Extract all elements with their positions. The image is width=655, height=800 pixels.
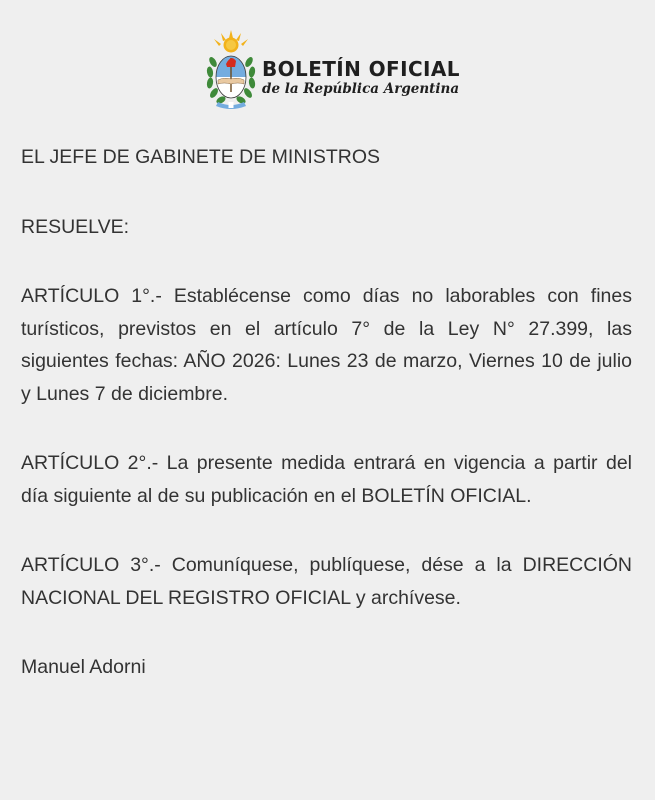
resolves-line: RESUELVE: xyxy=(21,215,130,238)
publication-subtitle: de la República Argentina xyxy=(262,81,460,97)
resolution-body xyxy=(21,141,632,721)
publication-title: BOLETÍN OFICIAL xyxy=(262,57,460,81)
argentina-coat-of-arms-icon xyxy=(204,28,258,112)
article-3: ARTÍCULO 3°.- Comuníquese, publíquese, dése a la DIRECCIÓN NACIONAL DEL REGISTRO OFICIAL y archívese. xyxy=(21,554,632,609)
boletin-oficial-header xyxy=(204,28,464,112)
issuer-line: EL JEFE DE GABINETE DE MINISTROS xyxy=(21,146,381,168)
signature: Manuel Adorni xyxy=(21,656,146,678)
brand-block xyxy=(262,58,472,98)
article-2: ARTÍCULO 2°.- La presente medida entrará en vigencia a partir del día siguiente al de su publicación en el BOLETÍN OFICIAL. xyxy=(21,452,632,507)
article-1: ARTÍCULO 1°.- Establécense como días no laborables con fines turísticos, previstos en el artículo 7° de la Ley N° 27.399, las siguientes fechas: AÑO 2026: Lunes 23 de marzo, Viernes 10 de julio y Lunes 7 de diciembre. xyxy=(21,285,632,405)
